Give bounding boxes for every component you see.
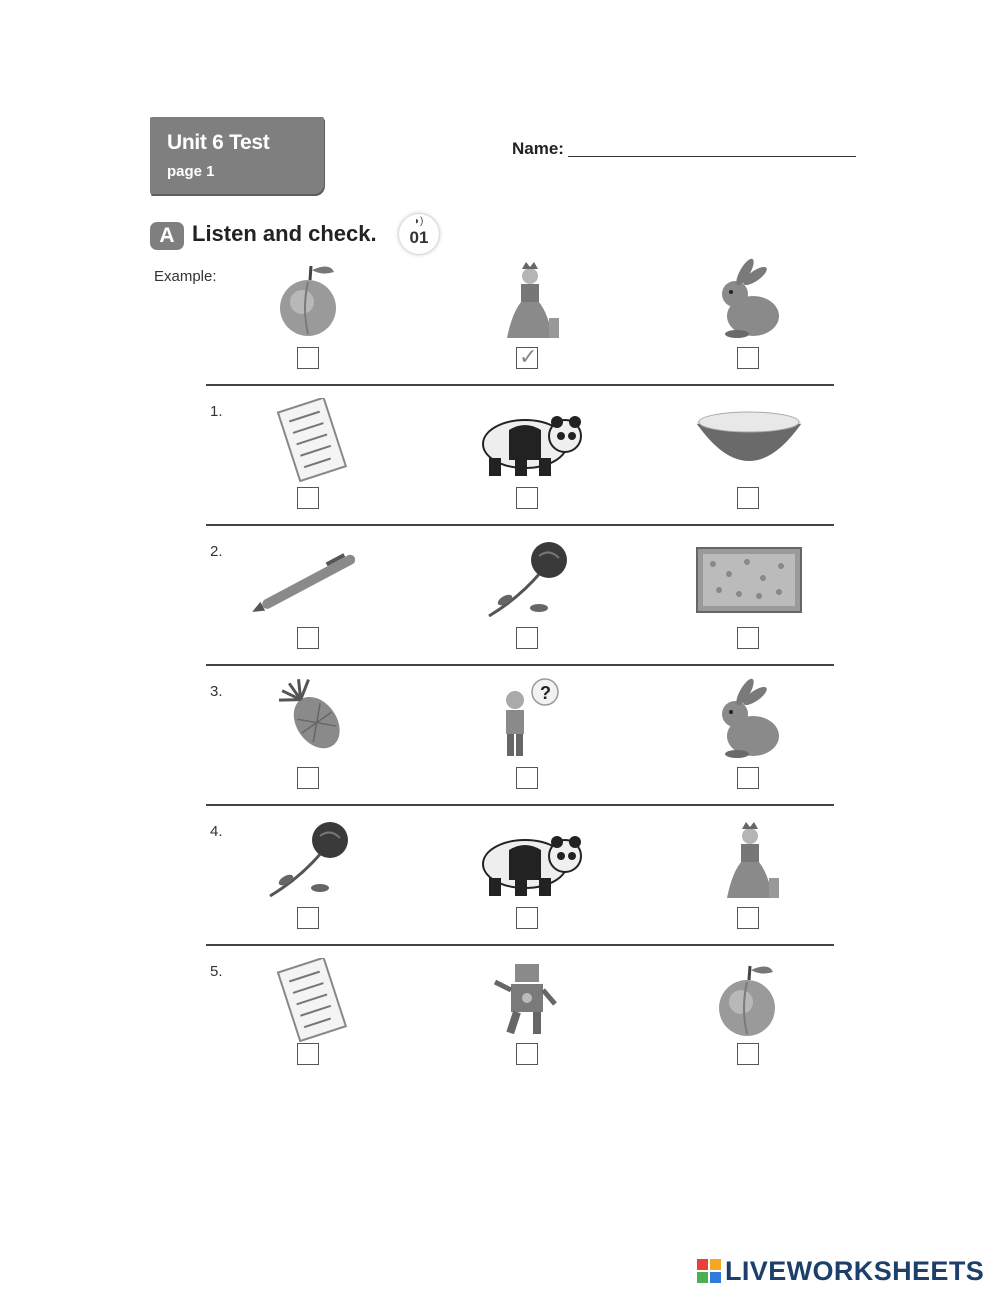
question-number: 3.	[210, 683, 223, 700]
queen-icon	[469, 258, 589, 342]
answer-checkbox[interactable]	[297, 487, 319, 509]
answer-checkbox[interactable]	[516, 767, 538, 789]
answer-checkbox[interactable]	[737, 1043, 759, 1065]
panda-icon	[469, 818, 589, 902]
answer-checkbox[interactable]	[516, 487, 538, 509]
peach-icon	[689, 958, 809, 1042]
answer-checkbox[interactable]	[737, 487, 759, 509]
unit-page-label: page 1	[167, 163, 215, 180]
pineapple-icon	[250, 678, 370, 762]
rice-bowl-icon	[689, 398, 809, 482]
answer-checkbox[interactable]	[297, 907, 319, 929]
name-label: Name:	[512, 139, 564, 158]
checklist-icon	[250, 398, 370, 482]
rice-tray-icon	[689, 538, 809, 622]
rabbit-icon	[689, 258, 809, 342]
audio-wave-icon: ◗)	[414, 216, 424, 227]
liveworksheets-logo	[697, 1256, 984, 1286]
section-letter-badge: A	[150, 222, 184, 250]
answer-checkbox[interactable]	[737, 627, 759, 649]
answer-checkbox[interactable]	[297, 767, 319, 789]
rose-icon	[250, 818, 370, 902]
boy-question-icon	[469, 678, 589, 762]
answer-checkbox[interactable]	[297, 627, 319, 649]
unit-header-box	[150, 117, 324, 194]
answer-checkbox[interactable]	[297, 347, 319, 369]
answer-checkbox[interactable]	[737, 767, 759, 789]
question-number: 5.	[210, 963, 223, 980]
answer-checkbox[interactable]	[737, 347, 759, 369]
logo-square	[697, 1259, 708, 1270]
unit-title: Unit 6 Test	[167, 131, 270, 154]
example-label: Example:	[154, 268, 217, 285]
rabbit-icon	[689, 678, 809, 762]
row-divider	[206, 384, 834, 386]
logo-squares-icon	[697, 1259, 721, 1283]
question-number: 4.	[210, 823, 223, 840]
pen-icon	[250, 538, 370, 622]
name-field-line[interactable]	[568, 156, 856, 157]
rose-icon	[469, 538, 589, 622]
panda-icon	[469, 398, 589, 482]
checklist-icon	[250, 958, 370, 1042]
section-title: Listen and check.	[192, 221, 377, 246]
row-divider	[206, 664, 834, 666]
answer-checkbox[interactable]	[737, 907, 759, 929]
queen-icon	[689, 818, 809, 902]
question-number: 1.	[210, 403, 223, 420]
question-number: 2.	[210, 543, 223, 560]
row-divider	[206, 944, 834, 946]
logo-square	[710, 1259, 721, 1270]
row-divider	[206, 524, 834, 526]
audio-track-number: 01	[409, 228, 429, 247]
answer-checkbox[interactable]	[297, 1043, 319, 1065]
row-divider	[206, 804, 834, 806]
answer-checkbox[interactable]	[516, 1043, 538, 1065]
check-mark-icon: ✓	[519, 344, 538, 369]
answer-checkbox[interactable]	[516, 907, 538, 929]
answer-checkbox[interactable]	[516, 627, 538, 649]
audio-track-badge[interactable]	[399, 214, 439, 254]
brand-name: LIVEWORKSHEETS	[725, 1255, 985, 1286]
robot-icon	[469, 958, 589, 1042]
logo-square	[710, 1272, 721, 1283]
peach-icon	[250, 258, 370, 342]
svg-text:?: ?	[540, 683, 551, 703]
logo-square	[697, 1272, 708, 1283]
answer-checkbox-checked[interactable]	[516, 344, 538, 369]
